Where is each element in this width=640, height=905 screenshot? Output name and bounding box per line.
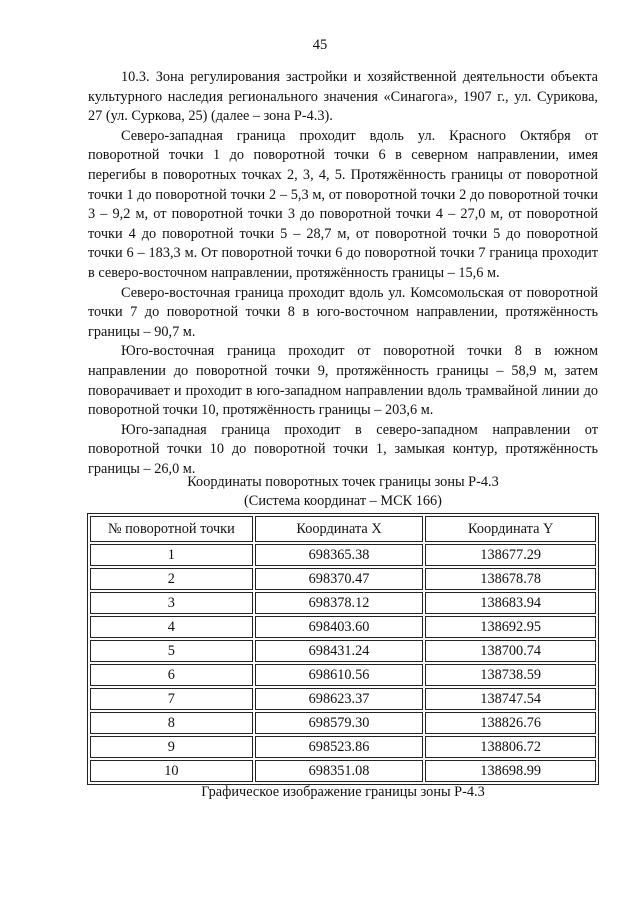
cell-coordinate-y: 138678.78	[425, 568, 596, 590]
cell-coordinate-x: 698610.56	[255, 664, 424, 686]
cell-coordinate-y: 138698.99	[425, 760, 596, 782]
cell-coordinate-y: 138677.29	[425, 544, 596, 566]
cell-coordinate-y: 138700.74	[425, 640, 596, 662]
table-title-line-1: Координаты поворотных точек границы зоны Р-4.3	[187, 474, 499, 490]
body-text	[88, 68, 598, 479]
southeast-border-paragraph: Юго-восточная граница проходит от поворотной точки 8 в южном направлении до поворотной точки 9, протяжённость границы – 58,9 м, затем поворачивает и проходит в юго-западном направлении вдоль трамвайной линии до поворотной точки 10, протяжённость границы – 203,6 м.	[88, 343, 598, 419]
table-header-row	[90, 516, 596, 542]
cell-coordinate-y: 138738.59	[425, 664, 596, 686]
cell-point-number: 2	[90, 568, 253, 590]
coordinates-table	[87, 513, 599, 785]
cell-coordinate-y: 138683.94	[425, 592, 596, 614]
cell-point-number: 3	[90, 592, 253, 614]
cell-point-number: 10	[90, 760, 253, 782]
figure-caption: Графическое изображение границы зоны Р-4.3	[201, 784, 485, 800]
cell-coordinate-x: 698523.86	[255, 736, 424, 758]
table-row	[90, 736, 596, 758]
cell-point-number: 1	[90, 544, 253, 566]
header-coordinate-y: Координата Y	[425, 516, 596, 542]
table-row	[90, 664, 596, 686]
cell-coordinate-y: 138692.95	[425, 616, 596, 638]
table-title	[88, 473, 598, 511]
page-number: 45	[312, 37, 328, 53]
table-row	[90, 544, 596, 566]
northwest-border-paragraph: Северо-западная граница проходит вдоль ул. Красного Октября от поворотной точки 1 до поворотной точки 6 в северном направлении, имея перегибы в поворотных точках 2, 3, 4, 5. Протяжённость границы от поворотной точки 1 до поворотной точки 2 – 5,3 м, от поворотной точки 2 до поворотной точки 3 – 9,2 м, от поворотной точки 3 до поворотной точки 4 – 27,0 м, от поворотной точки 4 до поворотной точки 5 – 28,7 м, от поворотной точки 5 до поворотной точки 6 – 183,3 м. От поворотной точки 6 до поворотной точки 7 граница проходит в северо-восточном направлении, протяжённость границы – 15,6 м.	[88, 127, 598, 281]
table-title-line-2: (Система координат – МСК 166)	[244, 493, 442, 509]
cell-coordinate-x: 698579.30	[255, 712, 424, 734]
cell-coordinate-y: 138826.76	[425, 712, 596, 734]
cell-point-number: 7	[90, 688, 253, 710]
northeast-border-paragraph: Северо-восточная граница проходит вдоль ул. Комсомольская от поворотной точки 7 до поворотной точки 8 в юго-восточном направлении, протяжённость границы – 90,7 м.	[88, 284, 598, 340]
southwest-border-paragraph: Юго-западная граница проходит в северо-западном направлении от поворотной точки 10 до поворотной точки 1, замыкая контур, протяжённость границы – 26,0 м.	[88, 421, 598, 477]
cell-coordinate-y: 138806.72	[425, 736, 596, 758]
cell-coordinate-x: 698378.12	[255, 592, 424, 614]
section-heading-paragraph: 10.3. Зона регулирования застройки и хозяйственной деятельности объекта культурного наследия регионального значения «Синагога», 1907 г., ул. Сурикова, 27 (ул. Суркова, 25) (далее – зона Р-4.3).	[88, 69, 598, 125]
table-row	[90, 640, 596, 662]
cell-point-number: 6	[90, 664, 253, 686]
cell-point-number: 8	[90, 712, 253, 734]
table-row	[90, 760, 596, 782]
header-coordinate-x: Координата X	[255, 516, 424, 542]
cell-coordinate-x: 698370.47	[255, 568, 424, 590]
cell-coordinate-x: 698365.38	[255, 544, 424, 566]
cell-coordinate-x: 698351.08	[255, 760, 424, 782]
cell-coordinate-y: 138747.54	[425, 688, 596, 710]
table-row	[90, 712, 596, 734]
table-row	[90, 616, 596, 638]
cell-point-number: 9	[90, 736, 253, 758]
cell-point-number: 5	[90, 640, 253, 662]
table-row	[90, 568, 596, 590]
table-row	[90, 592, 596, 614]
table-row	[90, 688, 596, 710]
cell-coordinate-x: 698403.60	[255, 616, 424, 638]
cell-point-number: 4	[90, 616, 253, 638]
header-point-number: № поворотной точки	[90, 516, 253, 542]
cell-coordinate-x: 698431.24	[255, 640, 424, 662]
cell-coordinate-x: 698623.37	[255, 688, 424, 710]
